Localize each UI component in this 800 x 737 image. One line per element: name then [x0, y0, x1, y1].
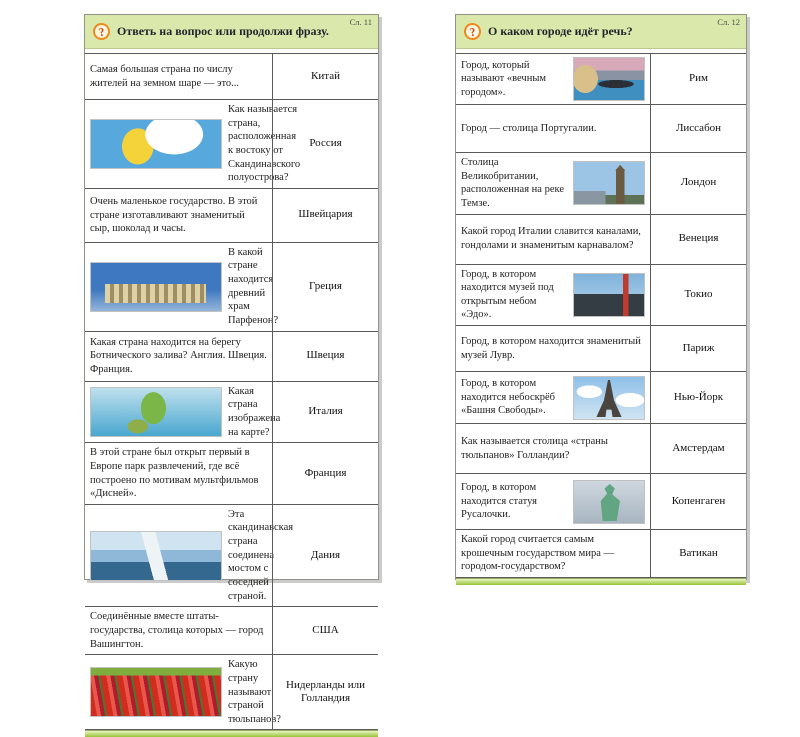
quiz-row [85, 505, 378, 607]
question-cell [456, 215, 650, 264]
question-cell [85, 54, 272, 99]
quiz-row [85, 443, 378, 505]
answer-cell: Лиссабон [650, 105, 746, 152]
question-text: Самая большая страна по числу жителей на земном шаре — это... [90, 63, 240, 89]
answer-cell: Венеция [650, 215, 746, 264]
quiz-row [85, 332, 378, 382]
answer-cell: Нью-Йорк [650, 372, 746, 423]
question-cell [85, 382, 281, 443]
italy-map-photo [90, 387, 222, 437]
quiz-row [85, 382, 378, 444]
answer-cell: Франция [272, 443, 378, 504]
question-text: Какую страну называют страной тюльпанов? [228, 659, 281, 725]
question-text: Город, в котором находится статуя Русалочки. [461, 482, 537, 521]
quiz-row [85, 655, 378, 730]
question-cell [85, 189, 272, 242]
quiz-row [456, 530, 746, 578]
quiz-row [456, 424, 746, 474]
countries-quiz-card [84, 14, 379, 725]
question-cell [85, 243, 279, 331]
question-cell [85, 443, 272, 504]
scandinavia-map-photo [90, 119, 222, 169]
question-text: Как называется страна, расположенная к востоку от Скандинавского полуострова? [228, 104, 301, 184]
question-cell [456, 372, 650, 423]
question-cell [85, 332, 272, 381]
answer-cell: Дания [272, 505, 378, 606]
question-cell [85, 655, 281, 729]
question-text: Город, в котором находится знаменитый музей Лувр. [461, 335, 641, 361]
quiz-row [85, 54, 378, 100]
gondolas-photo [573, 57, 645, 101]
slide-label: Сл. 12 [717, 17, 740, 27]
eiffel-tower-photo [573, 376, 645, 420]
question-cell [456, 54, 650, 104]
quiz-row [456, 105, 746, 153]
question-text: Город, в котором находится музей под открытым небом «Эдо». [461, 268, 554, 321]
question-cell [85, 607, 272, 654]
quiz-row [85, 607, 378, 655]
answer-cell: Рим [650, 54, 746, 104]
acropolis-photo [90, 262, 222, 312]
answer-cell: Копенгаген [650, 474, 746, 529]
quiz-row [85, 243, 378, 332]
museum-photo [573, 273, 645, 317]
question-cell [456, 474, 650, 529]
bridge-photo [90, 531, 222, 581]
question-text: Город — столица Португалии. [461, 122, 597, 134]
question-cell [456, 105, 650, 152]
quiz-table [85, 53, 378, 730]
question-cell [456, 265, 650, 326]
answer-cell: Швейцария [272, 189, 378, 242]
question-mark-icon: ? [91, 21, 111, 41]
question-text: Эта скандинавская страна соединена мостом с соседней страной. [228, 508, 294, 602]
answer-cell: Италия [272, 382, 378, 443]
footer-strip [85, 730, 378, 737]
quiz-row [456, 474, 746, 530]
question-cell [456, 424, 650, 473]
question-text: В какой стране находится древний храм Парфенон? [228, 246, 279, 327]
card-title: О каком городе идёт речь? [488, 24, 633, 39]
big-ben-photo [573, 161, 645, 205]
green-statue-photo [573, 480, 645, 524]
quiz-row [456, 326, 746, 372]
answer-cell: Париж [650, 326, 746, 371]
question-text: Город, который называют «вечным городом». [461, 59, 547, 98]
answer-cell: Греция [272, 243, 378, 331]
answer-cell: Швеция [272, 332, 378, 381]
question-text: Какой город Италии славится каналами, гондолами и знаменитым карнавалом? [461, 226, 641, 252]
card-title: Ответь на вопрос или продолжи фразу. [117, 24, 329, 39]
answer-cell: Ватикан [650, 530, 746, 577]
question-text: Какая страна находится на берегу Ботнического залива? Англия. Швеция. Франция. [90, 336, 267, 375]
question-text: Какая страна изображена на карте? [228, 385, 281, 438]
quiz-table [456, 53, 746, 578]
quiz-row [85, 189, 378, 243]
answer-cell: Амстердам [650, 424, 746, 473]
card-header [85, 15, 378, 49]
quiz-row [456, 265, 746, 327]
quiz-row [456, 372, 746, 424]
question-cell [456, 153, 650, 214]
quiz-row [456, 153, 746, 215]
question-text: Соединённые вместе штаты-государства, столица которых — город Вашингтон. [90, 611, 264, 650]
slide-label: Сл. 11 [349, 17, 372, 27]
answer-cell: Россия [272, 100, 378, 188]
question-text: Город, в котором находится небоскрёб «Башня Свободы». [461, 378, 556, 417]
footer-strip [456, 578, 746, 585]
question-cell [456, 530, 650, 577]
quiz-row [456, 54, 746, 105]
tulips-photo [90, 667, 222, 717]
question-mark-icon: ? [462, 21, 482, 41]
answer-cell: США [272, 607, 378, 654]
answer-cell: Нидерланды или Голландия [272, 655, 378, 729]
question-text: Какой город считается самым крошечным государством мира — городом-государством? [461, 534, 614, 573]
answer-cell: Токио [650, 265, 746, 326]
quiz-row [85, 100, 378, 189]
question-cell [85, 505, 294, 606]
question-text: В этой стране был открыт первый в Европе парк развлечений, где всё построено по мотивам мультфильмов «Дисней». [90, 447, 259, 500]
question-text: Столица Великобритании, расположенная на реке Темзе. [461, 157, 564, 209]
question-cell [85, 100, 301, 188]
cities-quiz-card [455, 14, 747, 580]
answer-cell: Лондон [650, 153, 746, 214]
answer-cell: Китай [272, 54, 378, 99]
quiz-row [456, 215, 746, 265]
question-cell [456, 326, 650, 371]
card-header [456, 15, 746, 49]
question-text: Очень маленькое государство. В этой стране изготавливают знаменитый сыр, шоколад и часы. [90, 195, 258, 235]
question-text: Как называется столица «страны тюльпанов» Голландии? [461, 435, 608, 461]
